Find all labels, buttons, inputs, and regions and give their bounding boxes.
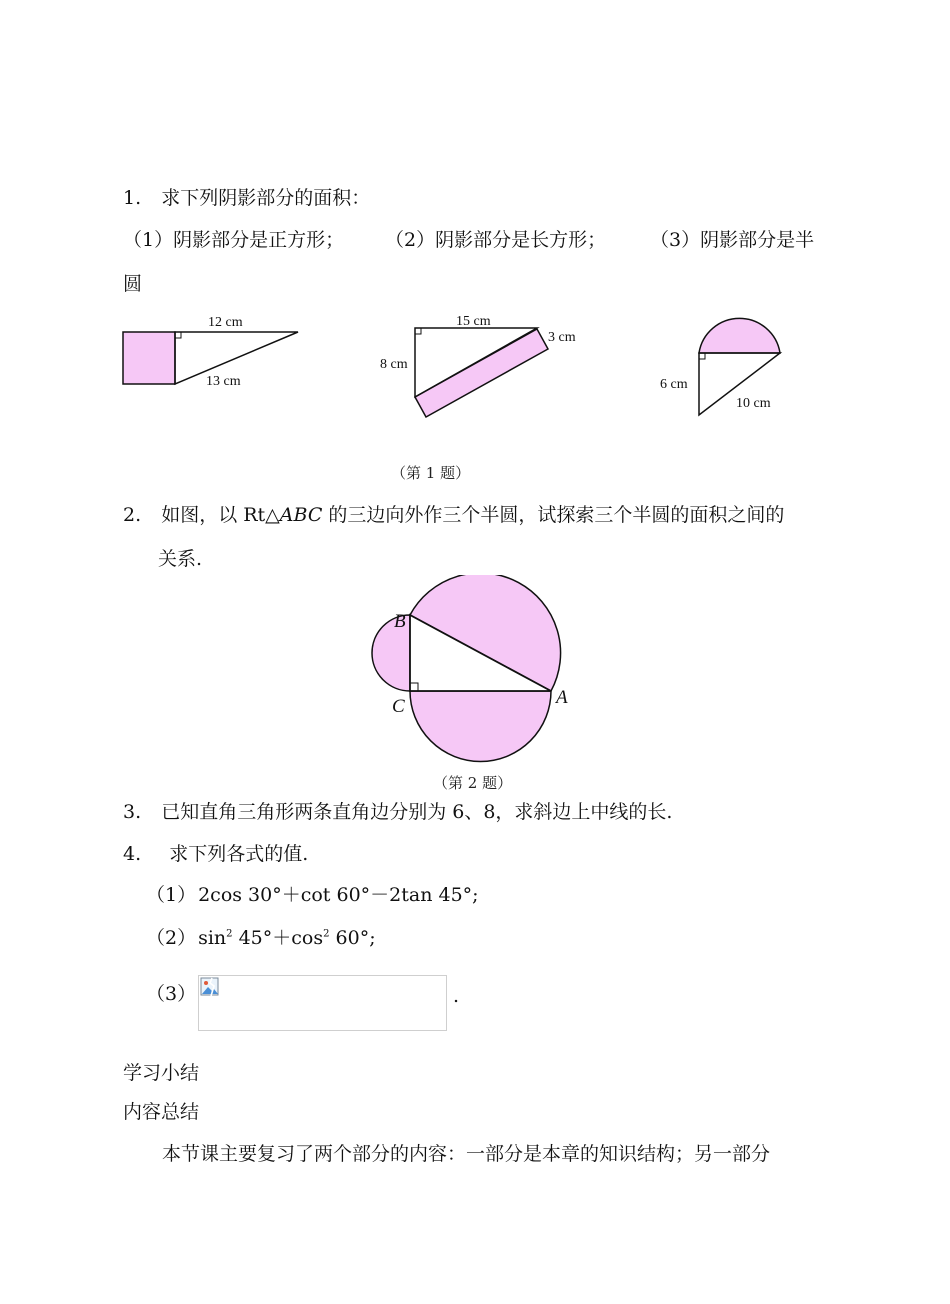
right-angle-mark [175, 332, 181, 338]
q2-line1 [123, 503, 784, 527]
figure-2-caption: （第 2 题） [433, 774, 513, 792]
q4-item-3-end: . [453, 985, 460, 1007]
q4-item-2-end: 60°; [329, 927, 376, 949]
summary-heading: 学习小结 [123, 1062, 200, 1084]
q2-number: 2. [123, 504, 142, 526]
q4-item-2-sup2: 2 [323, 928, 330, 940]
q4-line [123, 842, 308, 866]
q3-text: 已知直角三角形两条直角边分别为 6、8，求斜边上中线的长. [161, 801, 673, 823]
q2-text-post: 的三边向外作三个半圆，试探索三个半圆的面积之间的 [322, 504, 785, 526]
summary-body: 本节课主要复习了两个部分的内容：一部分是本章的知识结构；另一部分 [162, 1143, 771, 1165]
shaded-square [123, 332, 175, 384]
shaded-semicircle [699, 318, 780, 353]
right-angle-mark [699, 353, 705, 359]
q1-sub2: （2）阴影部分是长方形； [385, 229, 607, 251]
q1-sub3a: （3）阴影部分是半 [650, 229, 815, 251]
q1-number: 1. [123, 187, 142, 209]
figure-1-caption: （第 1 题） [391, 464, 471, 482]
summary-subheading: 内容总结 [123, 1101, 200, 1123]
q4-item-3-label: （3） [146, 983, 197, 1005]
q4-item-1-expr: 2cos 30°＋cot 60°－2tan 45°; [198, 884, 479, 906]
q4-item-2 [146, 926, 376, 950]
q4-text: 求下列各式的值. [169, 843, 309, 865]
q4-number: 4. [123, 843, 142, 865]
q4-item-2-sin: sin [198, 927, 227, 949]
q2-line2: 关系. [158, 548, 203, 570]
q1-text: 求下列阴影部分的面积： [161, 187, 371, 209]
label-6cm: 6 cm [660, 377, 688, 392]
label-3cm: 3 cm [548, 330, 576, 345]
label-10cm: 10 cm [736, 396, 771, 411]
q1-sub1: （1）阴影部分是正方形； [123, 229, 345, 251]
q1-sub3b: 圆 [123, 273, 143, 295]
figure-rectangle [372, 305, 592, 430]
label-15cm: 15 cm [456, 314, 491, 329]
label-12cm: 12 cm [208, 315, 243, 330]
q4-item-2-mid: 45°＋cos [232, 927, 324, 949]
q3-line [123, 800, 672, 824]
q4-item-1-label: （1） [146, 884, 197, 906]
figure-semicircle [650, 305, 800, 430]
label-8cm: 8 cm [380, 357, 408, 372]
q4-item-2-sup: 2 [226, 928, 233, 940]
figure-square [110, 305, 320, 405]
semicircle-ca [410, 691, 551, 761]
label-b: B [394, 611, 406, 632]
figure-three-semicircles [360, 575, 590, 775]
label-13cm: 13 cm [206, 374, 241, 389]
q4-item-1 [146, 883, 479, 907]
q2-text-pre: 如图，以 Rt△ [161, 504, 280, 526]
q3-number: 3. [123, 801, 142, 823]
q4-item-2-label: （2） [146, 927, 197, 949]
right-angle-mark [415, 328, 421, 334]
q2-triangle-name: ABC [279, 504, 323, 526]
shaded-rectangle [415, 329, 548, 417]
label-a: A [556, 687, 568, 708]
label-c: C [392, 696, 405, 717]
broken-image-icon [200, 977, 220, 997]
q1-line [123, 186, 370, 210]
missing-formula-image [198, 975, 447, 1031]
